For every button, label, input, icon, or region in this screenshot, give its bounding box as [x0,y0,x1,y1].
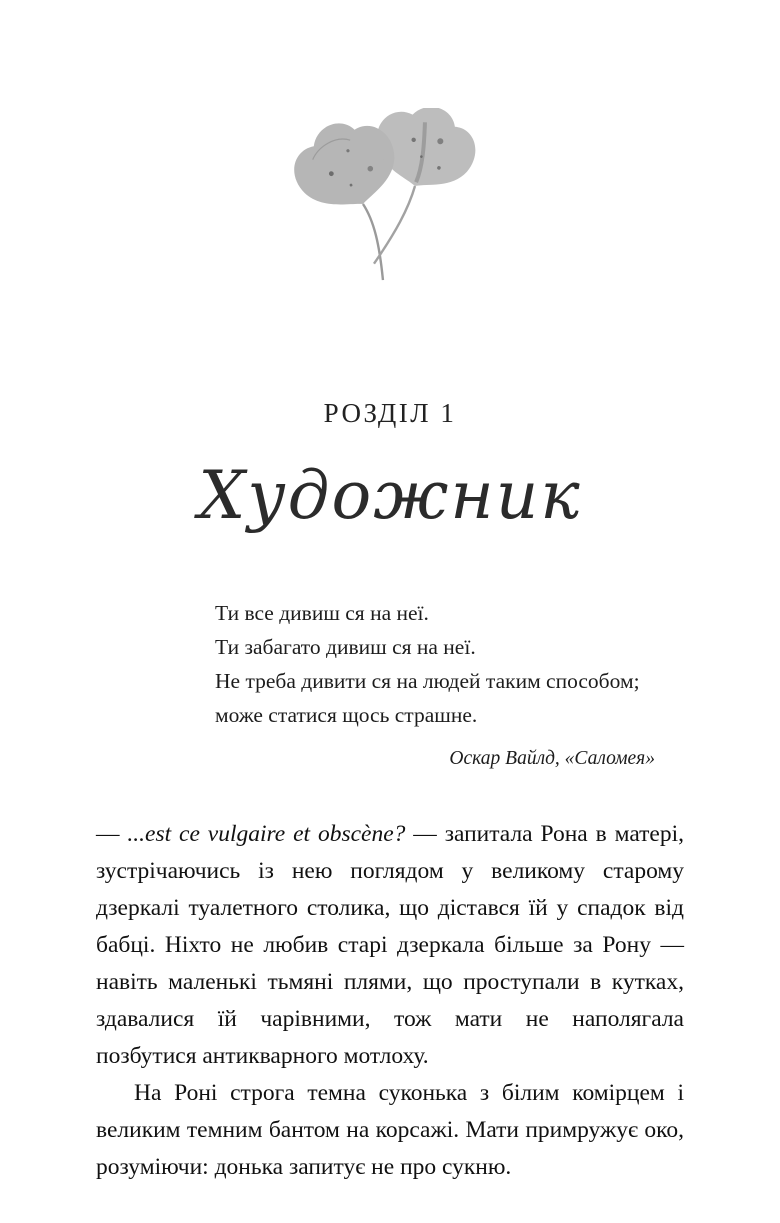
paragraph-1-french-phrase: ...est ce vulgaire et obscène? [127,821,406,847]
epigraph-line: може статися щось страшне. [215,703,478,727]
ginkgo-leaves-icon [265,108,515,286]
chapter-title-heading: Художник [198,457,582,534]
epigraph-line: Не треба дивити ся на людей таким способом; [215,669,640,693]
body-text-block [96,816,684,1186]
paragraph-2: На Роні строга темна суконька з білим комірцем і великим темним бантом на корсажі. Мати примружує око, розуміючи: донька запитує не про сукню. [96,1080,684,1180]
paragraph-1-dash: — [96,821,128,847]
epigraph-line: Ти забагато дивиш ся на неї. [215,635,476,659]
chapter-decoration-wrap [0,0,780,286]
epigraph-attribution: Оскар Вайлд, «Саломея» [449,748,655,769]
paragraph-1-rest: — запитала Рона в матері, зустрічаючись із нею поглядом у великому старому дзеркалі туалетного столика, що дістався їй у спадок від бабці. Ніхто не любив старі дзеркала більше за Рону — навіть маленькі тьмяні плями, що проступали в кутках, здавалися їй чарівними, тож мати не наполягала позбутися антикварного мотлоху. [96,821,684,1069]
chapter-number-heading: РОЗДІЛ 1 [323,398,457,428]
epigraph-line: Ти все дивиш ся на неї. [215,601,429,625]
paragraph-1 [96,816,684,1075]
epigraph-block [215,596,655,732]
